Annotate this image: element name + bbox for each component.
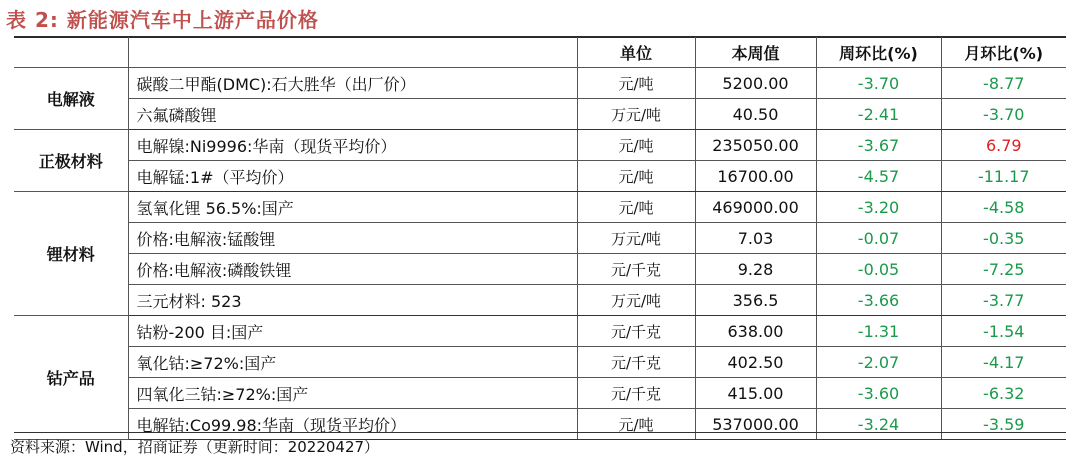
category-cell: 电解液 xyxy=(14,68,128,130)
table-group xyxy=(14,68,1066,130)
unit-cell: 元/千克 xyxy=(577,378,695,409)
mom-cell: -6.32 xyxy=(941,378,1066,409)
bottom-rule xyxy=(14,432,1066,433)
product-name-cell: 钴粉-200 目:国产 xyxy=(128,316,577,347)
table-row xyxy=(14,223,1066,254)
wow-cell: -3.70 xyxy=(816,68,941,99)
table-row xyxy=(14,285,1066,316)
price-table xyxy=(14,37,1066,440)
wow-cell: -4.57 xyxy=(816,161,941,192)
unit-cell: 元/吨 xyxy=(577,68,695,99)
unit-cell: 元/吨 xyxy=(577,161,695,192)
table-row xyxy=(14,161,1066,192)
value-cell: 5200.00 xyxy=(695,68,816,99)
table-title: 表 2: 新能源汽车中上游产品价格 xyxy=(6,8,319,32)
mom-cell: -1.54 xyxy=(941,316,1066,347)
table-group xyxy=(14,130,1066,192)
product-name-cell: 电解锰:1#（平均价） xyxy=(128,161,577,192)
table-group xyxy=(14,316,1066,440)
header-unit: 单位 xyxy=(577,37,695,68)
unit-cell: 元/千克 xyxy=(577,347,695,378)
wow-cell: -3.20 xyxy=(816,192,941,223)
header-row xyxy=(14,37,1066,68)
unit-cell: 元/千克 xyxy=(577,316,695,347)
table-row xyxy=(14,378,1066,409)
table-row xyxy=(14,347,1066,378)
value-cell: 356.5 xyxy=(695,285,816,316)
category-cell: 锂材料 xyxy=(14,192,128,316)
header-category xyxy=(14,37,128,68)
table-row xyxy=(14,192,1066,223)
product-name-cell: 价格:电解液:锰酸锂 xyxy=(128,223,577,254)
header-name xyxy=(128,37,577,68)
unit-cell: 元/千克 xyxy=(577,254,695,285)
value-cell: 9.28 xyxy=(695,254,816,285)
mom-cell: 6.79 xyxy=(941,130,1066,161)
table-row xyxy=(14,99,1066,130)
source-note: 资料来源：Wind，招商证券（更新时间：20220427） xyxy=(10,438,380,456)
wow-cell: -2.41 xyxy=(816,99,941,130)
mom-cell: -4.17 xyxy=(941,347,1066,378)
value-cell: 235050.00 xyxy=(695,130,816,161)
unit-cell: 万元/吨 xyxy=(577,223,695,254)
unit-cell: 元/吨 xyxy=(577,130,695,161)
mom-cell: -3.59 xyxy=(941,409,1066,440)
value-cell: 638.00 xyxy=(695,316,816,347)
category-cell: 钴产品 xyxy=(14,316,128,440)
mom-cell: -3.77 xyxy=(941,285,1066,316)
table-row xyxy=(14,68,1066,99)
product-name-cell: 电解钴:Co99.98:华南（现货平均价） xyxy=(128,409,577,440)
unit-cell: 元/吨 xyxy=(577,192,695,223)
category-cell: 正极材料 xyxy=(14,130,128,192)
wow-cell: -1.31 xyxy=(816,316,941,347)
table-row xyxy=(14,130,1066,161)
mom-cell: -3.70 xyxy=(941,99,1066,130)
mom-cell: -7.25 xyxy=(941,254,1066,285)
table-row xyxy=(14,254,1066,285)
wow-cell: -0.05 xyxy=(816,254,941,285)
mom-cell: -0.35 xyxy=(941,223,1066,254)
header-mom: 月环比(%) xyxy=(941,37,1066,68)
table-group xyxy=(14,192,1066,316)
wow-cell: -3.66 xyxy=(816,285,941,316)
product-name-cell: 电解镍:Ni9996:华南（现货平均价） xyxy=(128,130,577,161)
unit-cell: 万元/吨 xyxy=(577,99,695,130)
value-cell: 7.03 xyxy=(695,223,816,254)
value-cell: 537000.00 xyxy=(695,409,816,440)
product-name-cell: 氢氧化锂 56.5%:国产 xyxy=(128,192,577,223)
header-value: 本周值 xyxy=(695,37,816,68)
product-name-cell: 碳酸二甲酯(DMC):石大胜华（出厂价） xyxy=(128,68,577,99)
table-row xyxy=(14,409,1066,440)
wow-cell: -2.07 xyxy=(816,347,941,378)
mom-cell: -11.17 xyxy=(941,161,1066,192)
product-name-cell: 氧化钴:≥72%:国产 xyxy=(128,347,577,378)
wow-cell: -3.67 xyxy=(816,130,941,161)
unit-cell: 元/吨 xyxy=(577,409,695,440)
mom-cell: -8.77 xyxy=(941,68,1066,99)
product-name-cell: 四氧化三钴:≥72%:国产 xyxy=(128,378,577,409)
product-name-cell: 三元材料: 523 xyxy=(128,285,577,316)
product-name-cell: 六氟磷酸锂 xyxy=(128,99,577,130)
unit-cell: 万元/吨 xyxy=(577,285,695,316)
header-wow: 周环比(%) xyxy=(816,37,941,68)
wow-cell: -3.24 xyxy=(816,409,941,440)
value-cell: 415.00 xyxy=(695,378,816,409)
value-cell: 16700.00 xyxy=(695,161,816,192)
mom-cell: -4.58 xyxy=(941,192,1066,223)
value-cell: 469000.00 xyxy=(695,192,816,223)
wow-cell: -0.07 xyxy=(816,223,941,254)
wow-cell: -3.60 xyxy=(816,378,941,409)
product-name-cell: 价格:电解液:磷酸铁锂 xyxy=(128,254,577,285)
value-cell: 40.50 xyxy=(695,99,816,130)
table-row xyxy=(14,316,1066,347)
value-cell: 402.50 xyxy=(695,347,816,378)
